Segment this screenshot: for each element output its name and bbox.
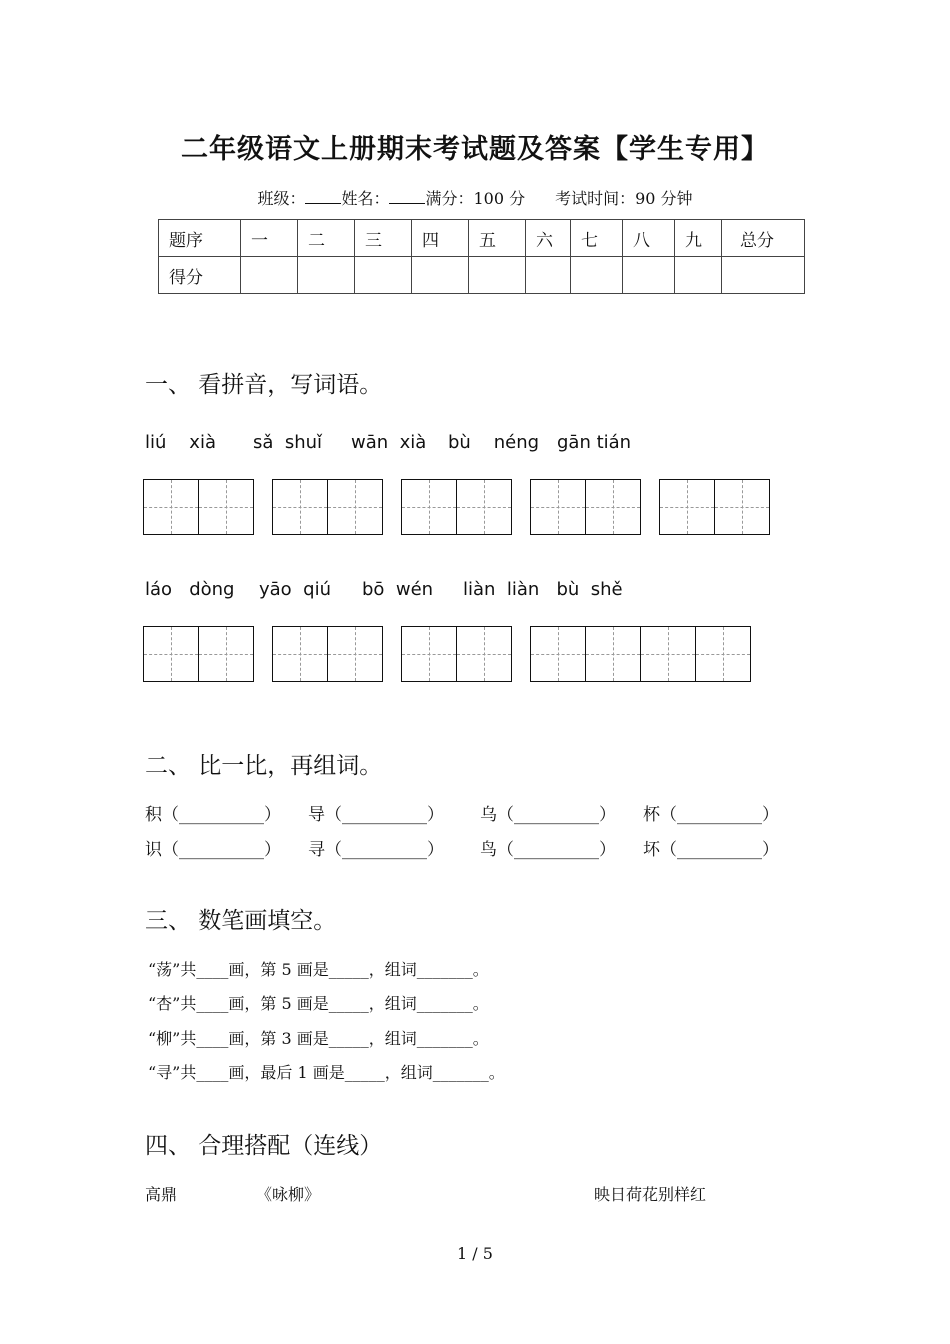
pinyin-label: bō wén [362, 579, 434, 600]
pinyin-label: yāo qiú [259, 579, 331, 600]
pinyin-label: láo dòng [145, 579, 235, 600]
table-cell: 九 [675, 220, 722, 257]
compare-item: 杯（__________） [643, 805, 779, 825]
grid-cell[interactable] [457, 480, 511, 534]
section-heading: 四、 合理搭配（连线） [145, 1133, 383, 1159]
table-cell: 四 [412, 220, 469, 257]
class-label: 班级： [257, 189, 306, 208]
table-cell: 一 [241, 220, 298, 257]
grid-cell[interactable] [402, 627, 457, 681]
stroke-question: “荡”共____画，第 5 画是_____，组词_______。 [148, 960, 489, 979]
writing-grid[interactable] [530, 479, 641, 535]
grid-cell[interactable] [531, 627, 586, 681]
table-cell: 八 [623, 220, 675, 257]
table-cell: 总分 [722, 220, 805, 257]
table-cell: 六 [526, 220, 571, 257]
grid-cell[interactable] [586, 627, 641, 681]
writing-grid[interactable] [143, 626, 254, 682]
grid-cell[interactable] [144, 480, 199, 534]
score-input-cell[interactable] [298, 257, 355, 294]
grid-cell[interactable] [144, 627, 199, 681]
compare-item: 识（__________） [145, 840, 281, 860]
match-poem: 《咏柳》 [256, 1185, 321, 1204]
writing-grid[interactable] [530, 626, 751, 682]
compare-item: 坏（__________） [643, 840, 779, 860]
compare-item: 寻（__________） [308, 840, 444, 860]
grid-cell[interactable] [273, 480, 328, 534]
score-input-cell[interactable] [412, 257, 469, 294]
pinyin-label: liàn liàn bù shě [463, 579, 623, 600]
score-input-cell[interactable] [241, 257, 298, 294]
score-input-cell[interactable] [722, 257, 805, 294]
table-cell: 七 [571, 220, 623, 257]
score-table-header-row [159, 220, 805, 257]
section-heading: 一、 看拼音，写词语。 [145, 372, 383, 398]
score-input-cell[interactable] [469, 257, 526, 294]
table-cell: 二 [298, 220, 355, 257]
score-input-cell[interactable] [571, 257, 623, 294]
compare-item: 乌（__________） [480, 805, 616, 825]
pinyin-label: liú xià [145, 432, 216, 453]
grid-cell[interactable] [531, 480, 586, 534]
name-blank [389, 189, 425, 204]
pinyin-label: bù néng [448, 432, 540, 453]
page-title: 二年级语文上册期末考试题及答案【学生专用】 [181, 134, 769, 165]
stroke-question: “杏”共____画，第 5 画是_____，组词_______。 [148, 994, 489, 1013]
pinyin-label: wān xià [351, 432, 427, 453]
writing-grid[interactable] [401, 626, 512, 682]
page-number: 1 / 5 [457, 1244, 493, 1263]
class-blank [305, 189, 341, 204]
match-author: 高鼎 [145, 1185, 178, 1204]
compare-item: 积（__________） [145, 805, 281, 825]
pinyin-label: sǎ shuǐ [253, 432, 323, 453]
compare-item: 导（__________） [308, 805, 444, 825]
writing-grid[interactable] [272, 479, 383, 535]
grid-cell[interactable] [199, 627, 253, 681]
grid-cell[interactable] [457, 627, 511, 681]
writing-grid[interactable] [659, 479, 770, 535]
writing-grid[interactable] [272, 626, 383, 682]
score-table-score-row [159, 257, 805, 294]
table-cell: 五 [469, 220, 526, 257]
grid-cell[interactable] [328, 480, 382, 534]
compare-item: 鸟（__________） [480, 840, 616, 860]
score-table [158, 219, 805, 294]
grid-cell[interactable] [328, 627, 382, 681]
grid-cell[interactable] [402, 480, 457, 534]
full-score: 满分：100 分 [425, 189, 526, 208]
grid-cell[interactable] [696, 627, 750, 681]
score-input-cell[interactable] [675, 257, 722, 294]
table-cell: 题序 [159, 220, 241, 257]
grid-cell[interactable] [273, 627, 328, 681]
stroke-question: “柳”共____画，第 3 画是_____，组词_______。 [148, 1029, 489, 1048]
section-heading: 二、 比一比，再组词。 [145, 753, 383, 779]
score-input-cell[interactable] [526, 257, 571, 294]
stroke-question: “寻”共____画，最后 1 画是_____，组词_______。 [148, 1063, 505, 1082]
grid-cell[interactable] [199, 480, 253, 534]
section-heading: 三、 数笔画填空。 [145, 908, 337, 934]
exam-info [0, 186, 950, 209]
score-input-cell[interactable] [623, 257, 675, 294]
score-input-cell[interactable] [355, 257, 412, 294]
name-label: 姓名： [341, 189, 390, 208]
match-verse: 映日荷花别样红 [594, 1185, 707, 1204]
writing-grid[interactable] [143, 479, 254, 535]
grid-cell[interactable] [660, 480, 715, 534]
grid-cell[interactable] [586, 480, 640, 534]
exam-time: 考试时间：90 分钟 [555, 189, 693, 208]
table-cell: 得分 [159, 257, 241, 294]
writing-grid[interactable] [401, 479, 512, 535]
grid-cell[interactable] [641, 627, 696, 681]
pinyin-label: gān tián [557, 432, 632, 453]
table-cell: 三 [355, 220, 412, 257]
grid-cell[interactable] [715, 480, 769, 534]
